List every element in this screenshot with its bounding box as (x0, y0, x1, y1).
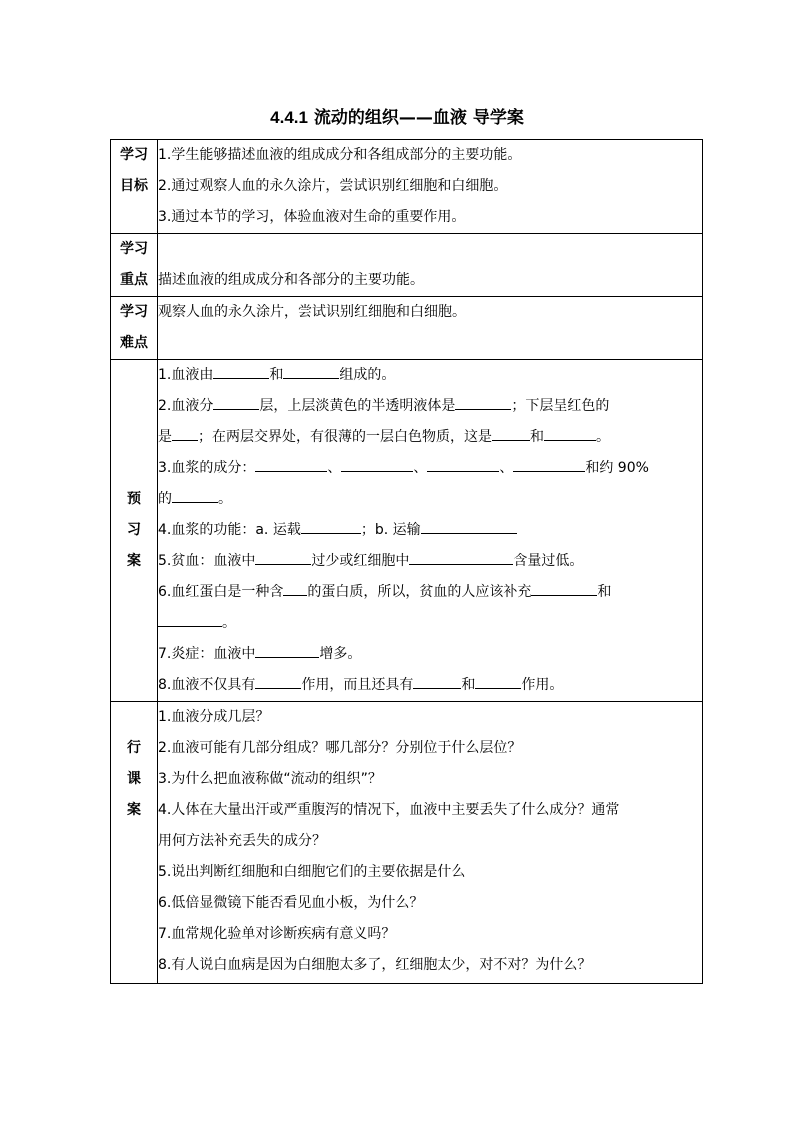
objective-item-1: 1.学生能够描述血液的组成成分和各组成部分的主要功能。 (158, 147, 522, 163)
title-text: 流动的组织——血液 导学案 (313, 108, 524, 128)
q8-blank-1[interactable] (255, 673, 301, 689)
q2-text-c: ；下层呈红色的 (511, 398, 610, 414)
in-class-row (111, 702, 703, 984)
preview-q3-line-2 (158, 484, 702, 515)
preview-q8 (158, 670, 702, 701)
in-class-item-4-cont: 用何方法补充丢失的成分？ (158, 833, 326, 849)
q3-blank-5[interactable] (172, 487, 218, 503)
q6-text-a: 6.血红蛋白是一种含 (158, 584, 284, 600)
preview-q4 (158, 515, 702, 546)
q6-blank-2[interactable] (531, 580, 597, 596)
q5-blank-2[interactable] (409, 549, 513, 565)
q6-text-b: 的蛋白质，所以，贫血的人应该补充 (307, 584, 532, 600)
preview-q7 (158, 639, 702, 670)
in-class-label-char-2: 课 (127, 771, 141, 787)
preview-q5 (158, 546, 702, 577)
title-number: 4.4.1 (270, 108, 308, 127)
q4-blank-2[interactable] (421, 518, 517, 534)
preview-q2-line-2 (158, 422, 702, 453)
difficulties-label (111, 297, 158, 360)
in-class-label (111, 702, 158, 984)
in-class-label-char-3: 案 (127, 802, 141, 818)
guide-table (110, 139, 703, 984)
objective-item-3: 3.通过本节的学习，体验血液对生命的重要作用。 (158, 209, 466, 225)
q6-blank-1[interactable] (283, 580, 307, 596)
q3-blank-4[interactable] (513, 456, 585, 472)
q4-text-a: 4.血浆的功能：a. 运载 (158, 522, 301, 538)
preview-row (111, 360, 703, 702)
q6-text-d: 。 (222, 615, 236, 631)
q5-text-b: 过少或红细胞中 (311, 553, 410, 569)
q3-text-b: 和约 90% (585, 460, 649, 476)
q3-text-a: 3.血浆的成分： (158, 460, 256, 476)
preview-q1 (158, 360, 702, 391)
difficulties-label-line-1: 学习 (120, 304, 148, 320)
preview-content (158, 360, 703, 702)
q2-blank-3[interactable] (172, 425, 198, 441)
difficulties-text: 观察人血的永久涂片，尝试识别红细胞和白细胞。 (158, 304, 466, 320)
in-class-item-8: 8.有人说白血病是因为白细胞太多了，红细胞太少，对不对？为什么？ (158, 957, 592, 973)
preview-q6-line-2 (158, 608, 702, 639)
q5-text-a: 5.贫血：血液中 (158, 553, 256, 569)
q1-text-a: 1.血液由 (158, 367, 214, 383)
objectives-label-line-2: 目标 (120, 178, 148, 194)
q4-text-b: ；b. 运输 (360, 522, 421, 538)
q3-blank-2[interactable] (341, 456, 413, 472)
q3-blank-3[interactable] (427, 456, 499, 472)
q2-blank-2[interactable] (455, 394, 511, 410)
q5-text-c: 含量过低。 (513, 553, 584, 569)
q3-sep-1: 、 (327, 460, 342, 476)
key-points-label-line-1: 学习 (120, 241, 148, 257)
q7-blank-1[interactable] (255, 642, 319, 658)
objective-item-2: 2.通过观察人血的永久涂片，尝试识别红细胞和白细胞。 (158, 178, 508, 194)
q4-blank-1[interactable] (301, 518, 361, 534)
in-class-item-3: 3.为什么把血液称做“流动的组织”？ (158, 771, 382, 787)
q2-text-f: 和 (530, 429, 544, 445)
difficulties-content (158, 297, 703, 360)
q2-text-a: 2.血液分 (158, 398, 214, 414)
q7-text-a: 7.炎症：血液中 (158, 646, 256, 662)
objectives-label (111, 140, 158, 234)
in-class-item-2: 2.血液可能有几部分组成？哪几部分？分别位于什么层位？ (158, 740, 522, 756)
preview-q2-line-1 (158, 391, 702, 422)
q2-blank-1[interactable] (213, 394, 259, 410)
in-class-item-4: 4.人体在大量出汗或严重腹泻的情况下，血液中主要丢失了什么成分？通常 (158, 802, 620, 818)
q2-blank-4[interactable] (492, 425, 530, 441)
preview-q3-line-1 (158, 453, 702, 484)
preview-label-char-2: 习 (127, 522, 141, 538)
q2-text-e: ；在两层交界处，有很薄的一层白色物质，这是 (198, 429, 492, 445)
preview-label-char-3: 案 (127, 553, 141, 569)
q8-text-a: 8.血液不仅具有 (158, 677, 256, 693)
key-points-label (111, 234, 158, 297)
q1-text-b: 和 (269, 367, 284, 383)
preview-label-char-1: 预 (127, 491, 141, 507)
q2-text-g: 。 (596, 429, 610, 445)
in-class-item-1: 1.血液分成几层？ (158, 709, 270, 725)
q7-text-b: 增多。 (319, 646, 362, 662)
q2-blank-5[interactable] (544, 425, 596, 441)
q8-text-c: 和 (461, 677, 476, 693)
key-points-label-line-2: 重点 (120, 272, 148, 288)
objectives-content (158, 140, 703, 234)
q5-blank-1[interactable] (255, 549, 311, 565)
in-class-item-6: 6.低倍显微镜下能否看见血小板，为什么？ (158, 895, 424, 911)
q6-blank-3[interactable] (158, 611, 222, 627)
q3-sep-3: 、 (499, 460, 514, 476)
q8-blank-3[interactable] (475, 673, 521, 689)
q1-blank-2[interactable] (283, 363, 339, 379)
q8-text-b: 作用，而且还具有 (301, 677, 414, 693)
in-class-label-char-1: 行 (127, 740, 141, 756)
q3-text-d: 。 (218, 491, 232, 507)
q2-text-b: 层，上层淡黄色的半透明液体是 (259, 398, 456, 414)
key-points-text: 描述血液的组成成分和各部分的主要功能。 (158, 272, 424, 288)
q1-blank-1[interactable] (213, 363, 269, 379)
preview-label (111, 360, 158, 702)
in-class-item-7: 7.血常规化验单对诊断疾病有意义吗？ (158, 926, 396, 942)
q1-text-c: 组成的。 (339, 367, 396, 383)
objectives-row (111, 140, 703, 234)
difficulties-label-line-2: 难点 (120, 335, 148, 351)
key-points-spacer (158, 234, 702, 265)
q6-text-c: 和 (597, 584, 612, 600)
difficulties-row (111, 297, 703, 360)
key-points-row (111, 234, 703, 297)
q3-text-c: 的 (158, 491, 172, 507)
q8-text-d: 作用。 (521, 677, 564, 693)
preview-q6-line-1 (158, 577, 702, 608)
q2-text-d: 是 (158, 429, 172, 445)
page-title (0, 103, 794, 128)
q8-blank-2[interactable] (413, 673, 461, 689)
objectives-label-line-1: 学习 (120, 147, 148, 163)
in-class-item-5: 5.说出判断红细胞和白细胞它们的主要依据是什么 (158, 864, 466, 880)
q3-sep-2: 、 (413, 460, 428, 476)
key-points-content (158, 234, 703, 297)
q3-blank-1[interactable] (255, 456, 327, 472)
in-class-content (158, 702, 703, 984)
